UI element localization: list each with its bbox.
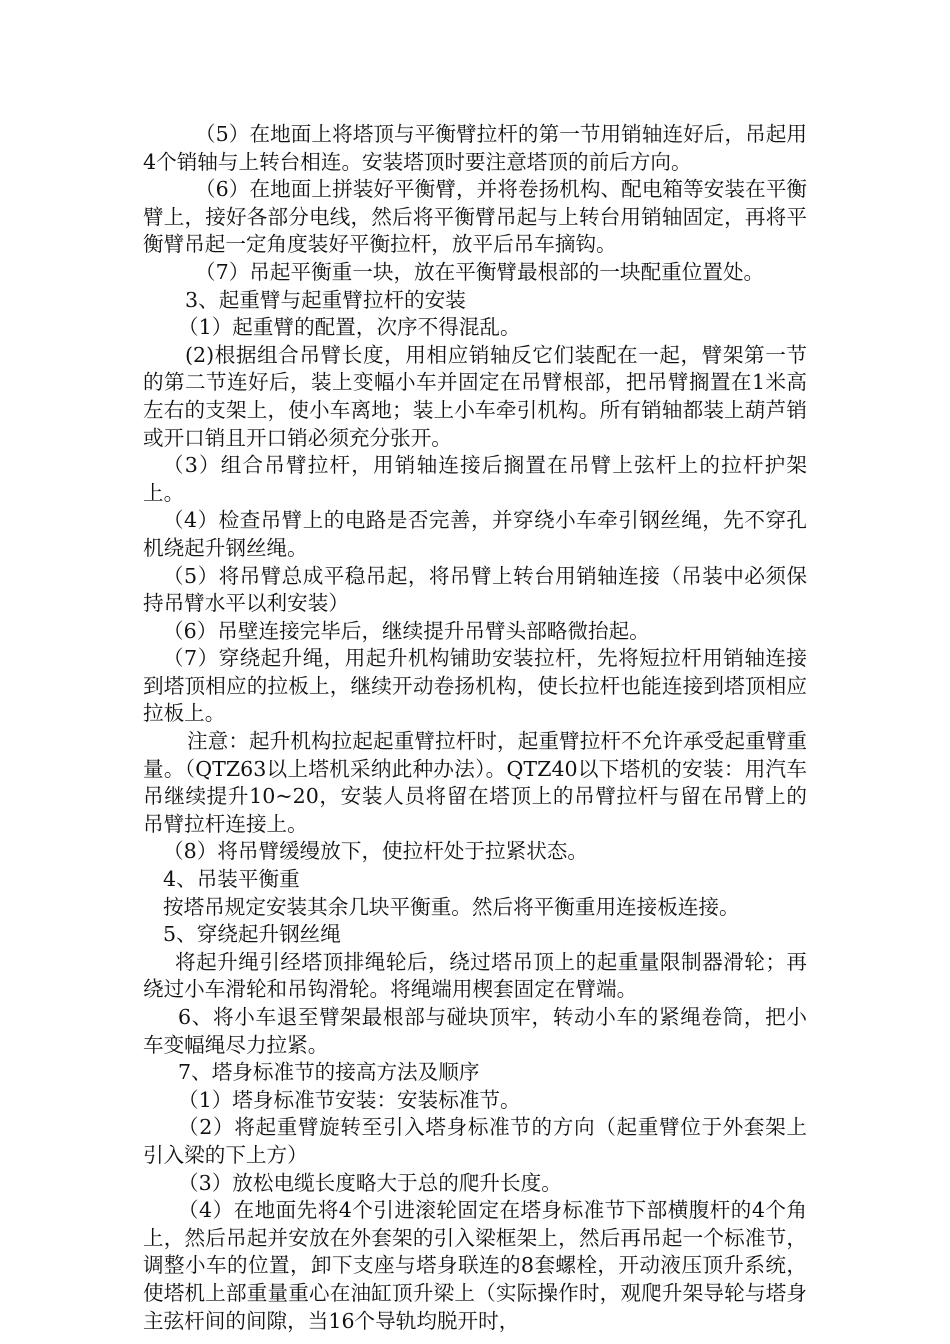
- paragraph-hoist-rope: 将起升绳引经塔顶排绳轮后，绕过塔吊顶上的起重量限制器滑轮；再绕过小车滑轮和吊钩滑轮。将绳端用楔套固定在臂端。: [143, 949, 807, 1002]
- paragraph-counterweight-install: 按塔吊规定安装其余几块平衡重。然后将平衡重用连接板连接。: [163, 894, 740, 919]
- paragraph-note: 注意：起升机构拉起起重臂拉杆时，起重臂拉杆不允许承受起重臂重量。（QTZ63以上塔机采纳此种办法）。QTZ40以下塔机的安装：用汽车吊继续提升10~20，安装人员将留在塔顶上的吊臂拉杆与留在吊臂上的吊臂拉杆连接上。: [143, 729, 807, 836]
- paragraph-jib-step-5: （5）将吊臂总成平稳吊起，将吊臂上转台用销轴连接（吊装中必须保持吊臂水平以利安装）: [143, 563, 807, 616]
- document-body: [143, 121, 807, 1335]
- paragraph-step-7-counterweight: （7）吊起平衡重一块，放在平衡臂最根部的一块配重位置处。: [195, 259, 765, 284]
- paragraph-jib-step-3: （3）组合吊臂拉杆，用销轴连接后搁置在吊臂上弦杆上的拉杆护架上。: [143, 453, 807, 505]
- section-heading-6: 6、将小车退至臂架最根部与碰块顶牢，转动小车的紧绳卷筒，把小车变幅绳尽力拉紧。: [143, 1005, 807, 1057]
- paragraph-jib-step-7: （7）穿绕起升绳，用起升机构铺助安装拉杆，先将短拉杆用销轴连接到塔顶相应的拉板上，继续开动卷扬机构，使长拉杆也能连接到塔顶相应拉板上。: [143, 646, 807, 726]
- paragraph-mast-step-2: （2）将起重臂旋转至引入塔身标准节的方向（起重臂位于外套架上引入梁的下上方）: [143, 1115, 807, 1167]
- paragraph-jib-step-4: （4）检查吊臂上的电路是否完善，并穿绕小车牵引钢丝绳，先不穿孔机绕起升钢丝绳。: [143, 508, 807, 560]
- section-heading-5: 5、穿绕起升钢丝绳: [163, 922, 341, 947]
- paragraph-mast-step-4: （4）在地面先将4个引进滚轮固定在塔身标准节下部横腹杆的4个角上，然后吊起并安放在外套架的引入梁框架上，然后再吊起一个标准节，调整小车的位置，卸下支座与塔身联连的8套螺栓，开动液压顶升系统，使塔机上部重量重心在油缸顶升梁上（实际操作时，观爬升架导轮与塔身主弦杆间的间隙，当16个导轨均脱开时，: [143, 1198, 807, 1333]
- paragraph-mast-step-3: （3）放松电缆长度略大于总的爬升长度。: [178, 1170, 562, 1195]
- section-heading-7: 7、塔身标准节的接高方法及顺序: [178, 1060, 480, 1085]
- paragraph-step-6-balance-arm: （6）在地面上拼装好平衡臂，并将卷扬机构、配电箱等安装在平衡臂上，接好各部分电线，然后将平衡臂吊起与上转台用销轴固定，再将平衡臂吊起一定角度装好平衡拉杆，放平后吊车摘钩。: [143, 177, 807, 257]
- paragraph-mast-step-1: （1）塔身标准节安装：安装标准节。: [178, 1087, 521, 1112]
- section-heading-4: 4、吊装平衡重: [163, 867, 300, 892]
- paragraph-jib-step-2: (2)根据组合吊臂长度，用相应销轴反它们装配在一起，臂架第一节的第二节连好后，装上变幅小车并固定在吊臂根部，把吊臂搁置在1米高左右的支架上，使小车离地；装上小车牵引机构。所有销轴都装上葫芦销或开口销且开口销必须充分张开。: [143, 342, 807, 450]
- paragraph-step-5-tower-top: （5）在地面上将塔顶与平衡臂拉杆的第一节用销轴连好后，吊起用4个销轴与上转台相连。安装塔顶时要注意塔顶的前后方向。: [143, 122, 807, 174]
- section-heading-3: 3、起重臂与起重臂拉杆的安装: [185, 287, 466, 312]
- paragraph-jib-step-1: （1）起重臂的配置，次序不得混乱。: [178, 315, 521, 340]
- paragraph-jib-step-6: （6）吊壁连接完毕后，继续提升吊臂头部略微抬起。: [163, 618, 650, 643]
- paragraph-jib-step-8: （8）将吊臂缓缦放下，使拉杆处于拉紧状态。: [163, 839, 588, 864]
